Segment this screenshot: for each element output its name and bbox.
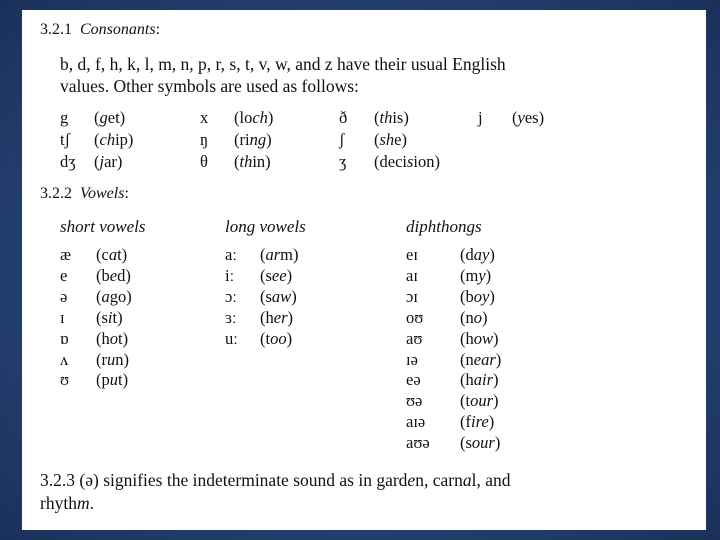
- consonant-example: (chip): [94, 130, 134, 149]
- diphthong-example: (near): [460, 349, 502, 369]
- schwa-symbol: (ə): [79, 470, 99, 490]
- long-vowels-header: long vowels: [225, 217, 306, 236]
- short-vowel-example: (hot): [96, 328, 129, 348]
- section-3-2-3-line2: rhythm.: [40, 493, 94, 513]
- consonant-example: (loch): [234, 108, 274, 127]
- short-vowel-example: (put): [96, 370, 129, 390]
- short-vowel-symbol: ə: [60, 286, 68, 306]
- short-vowel-symbol: e: [60, 265, 68, 285]
- long-vowel-example: (her): [260, 307, 293, 327]
- short-vowel-symbol: ɪ: [60, 307, 65, 327]
- short-vowel-example: (run): [96, 349, 129, 369]
- diphthong-example: (tour): [460, 391, 499, 411]
- long-vowel-example: (arm): [260, 245, 299, 264]
- section-number: 3.2.1: [40, 21, 72, 38]
- consonant-symbol: θ: [200, 152, 208, 171]
- section-number: 3.2.3: [40, 470, 75, 490]
- diphthong-symbol: eɪ: [406, 245, 418, 264]
- section-3-2-3-line1: 3.2.3 (ə) signifies the indeterminate sound as in garden, carnal, and: [40, 470, 511, 490]
- long-vowel-example: (too): [260, 328, 293, 348]
- long-vowel-symbol: aː: [225, 245, 237, 264]
- short-vowel-symbol: ʌ: [60, 349, 69, 369]
- section-3-2-1-heading: 3.2.1 Consonants:: [40, 21, 161, 38]
- consonant-symbol: tʃ: [60, 130, 71, 149]
- consonant-example: (get): [94, 108, 126, 127]
- diphthong-example: (fire): [460, 412, 495, 432]
- diphthong-example: (my): [460, 265, 492, 285]
- consonant-symbol: ʃ: [339, 130, 345, 149]
- consonant-example: (this): [374, 108, 409, 127]
- diphthong-example: (boy): [460, 286, 495, 306]
- diphthong-symbol: aɪə: [406, 412, 426, 432]
- diphthong-symbol: ʊə: [406, 391, 423, 411]
- diphthong-symbol: ɔɪ: [406, 286, 418, 306]
- short-vowel-symbol: ʊ: [60, 370, 70, 390]
- long-vowel-symbol: ɔː: [225, 286, 237, 306]
- short-vowel-example: (bed): [96, 265, 131, 285]
- section-number: 3.2.2: [40, 185, 72, 202]
- consonant-example: (thin): [234, 152, 271, 171]
- document-page: [22, 10, 706, 530]
- long-vowel-example: (see): [260, 265, 293, 285]
- diphthong-symbol: aʊə: [406, 433, 430, 453]
- diphthong-symbol: oʊ: [406, 307, 424, 327]
- diphthong-symbol: aɪ: [406, 265, 418, 285]
- diphthong-symbol: aʊ: [406, 328, 423, 348]
- diphthongs-header: diphthongs: [406, 217, 482, 236]
- consonant-example: (decision): [374, 152, 440, 171]
- diphthong-example: (day): [460, 245, 495, 264]
- long-vowel-example: (saw): [260, 286, 297, 306]
- consonant-example: (ring): [234, 130, 272, 149]
- diphthong-example: (hair): [460, 370, 499, 390]
- consonant-symbol: ʒ: [339, 152, 347, 171]
- section-3-2-2-heading: 3.2.2 Vowels:: [40, 185, 129, 202]
- consonant-symbol: ð: [339, 108, 348, 127]
- long-vowel-symbol: iː: [225, 265, 235, 285]
- short-vowel-example: (sit): [96, 307, 123, 327]
- long-vowel-symbol: ɜː: [225, 307, 237, 327]
- diphthong-example: (how): [460, 328, 499, 348]
- short-vowels-header: short vowels: [60, 217, 146, 236]
- section-title: Consonants: [80, 21, 156, 38]
- diphthong-example: (sour): [460, 433, 501, 453]
- consonants-intro-line2: values. Other symbols are used as follows:: [60, 76, 359, 96]
- consonant-symbol: x: [200, 108, 209, 127]
- short-vowel-example: (ago): [96, 286, 132, 306]
- consonant-symbol: g: [60, 108, 69, 127]
- consonants-intro-line1: b, d, f, h, k, l, m, n, p, r, s, t, v, w, and z have their usual English: [60, 54, 506, 74]
- short-vowel-symbol: æ: [60, 245, 72, 264]
- diphthong-example: (no): [460, 307, 488, 327]
- long-vowel-symbol: uː: [225, 328, 238, 348]
- short-vowel-example: (cat): [96, 245, 128, 264]
- consonant-example: (she): [374, 130, 407, 149]
- section-title: Vowels: [80, 185, 125, 202]
- consonant-symbol: ŋ: [200, 130, 209, 149]
- diphthong-symbol: ɪə: [406, 349, 418, 369]
- short-vowel-symbol: ɒ: [60, 328, 69, 348]
- consonant-example: (jar): [94, 152, 123, 171]
- diphthong-symbol: eə: [406, 370, 421, 390]
- consonant-example: (yes): [512, 108, 545, 127]
- consonant-symbol: j: [478, 108, 483, 127]
- consonant-symbol: dʒ: [60, 152, 76, 171]
